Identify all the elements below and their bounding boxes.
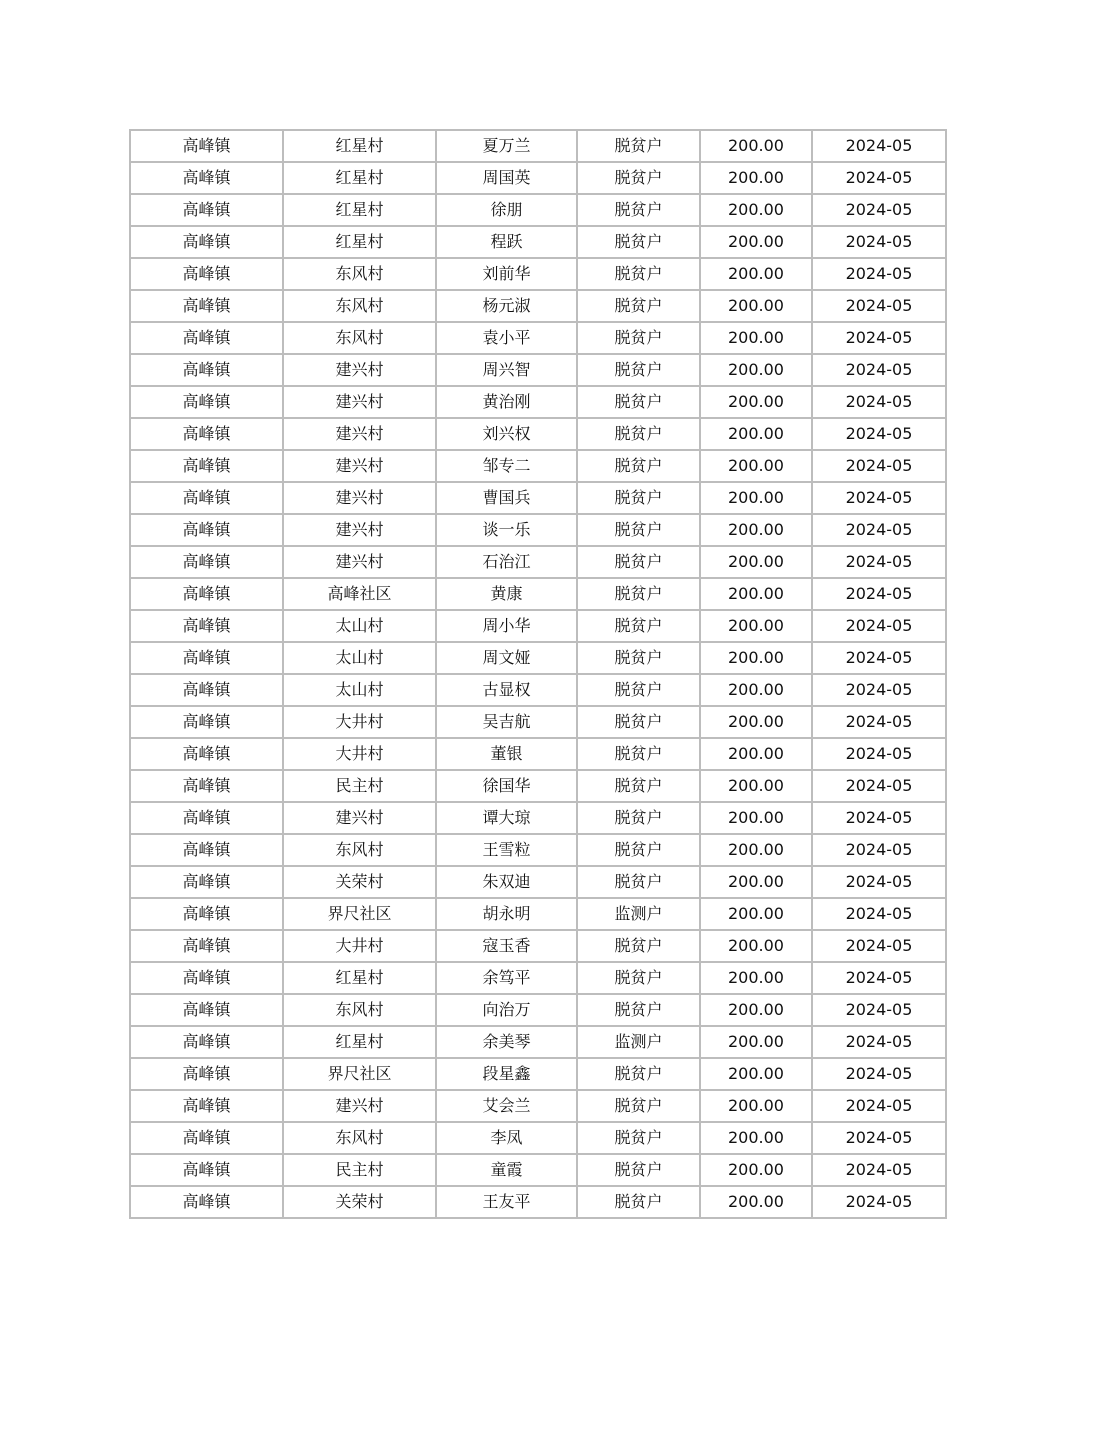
period-cell: 2024-05 <box>812 482 946 514</box>
table-row <box>130 674 946 706</box>
name-cell: 段星鑫 <box>436 1058 577 1090</box>
name-cell: 杨元淑 <box>436 290 577 322</box>
village-cell: 红星村 <box>283 962 436 994</box>
amount-cell: 200.00 <box>700 610 812 642</box>
town-cell: 高峰镇 <box>130 322 283 354</box>
table-row <box>130 482 946 514</box>
amount-cell: 200.00 <box>700 546 812 578</box>
town-cell: 高峰镇 <box>130 1122 283 1154</box>
town-cell: 高峰镇 <box>130 1058 283 1090</box>
village-cell: 东风村 <box>283 290 436 322</box>
village-cell: 大井村 <box>283 930 436 962</box>
period-cell: 2024-05 <box>812 930 946 962</box>
town-cell: 高峰镇 <box>130 578 283 610</box>
period-cell: 2024-05 <box>812 642 946 674</box>
period-cell: 2024-05 <box>812 898 946 930</box>
town-cell: 高峰镇 <box>130 1090 283 1122</box>
amount-cell: 200.00 <box>700 1090 812 1122</box>
amount-cell: 200.00 <box>700 194 812 226</box>
amount-cell: 200.00 <box>700 354 812 386</box>
amount-cell: 200.00 <box>700 1122 812 1154</box>
household-type-cell: 脱贫户 <box>577 514 700 546</box>
period-cell: 2024-05 <box>812 1058 946 1090</box>
village-cell: 东风村 <box>283 258 436 290</box>
town-cell: 高峰镇 <box>130 258 283 290</box>
period-cell: 2024-05 <box>812 226 946 258</box>
village-cell: 建兴村 <box>283 1090 436 1122</box>
household-type-cell: 脱贫户 <box>577 706 700 738</box>
amount-cell: 200.00 <box>700 162 812 194</box>
village-cell: 建兴村 <box>283 802 436 834</box>
name-cell: 向治万 <box>436 994 577 1026</box>
table-row <box>130 1026 946 1058</box>
name-cell: 周国英 <box>436 162 577 194</box>
table-row <box>130 546 946 578</box>
village-cell: 建兴村 <box>283 514 436 546</box>
town-cell: 高峰镇 <box>130 226 283 258</box>
village-cell: 太山村 <box>283 610 436 642</box>
town-cell: 高峰镇 <box>130 770 283 802</box>
name-cell: 朱双迪 <box>436 866 577 898</box>
village-cell: 关荣村 <box>283 1186 436 1218</box>
village-cell: 太山村 <box>283 674 436 706</box>
amount-cell: 200.00 <box>700 1058 812 1090</box>
village-cell: 高峰社区 <box>283 578 436 610</box>
village-cell: 红星村 <box>283 130 436 162</box>
period-cell: 2024-05 <box>812 610 946 642</box>
period-cell: 2024-05 <box>812 706 946 738</box>
town-cell: 高峰镇 <box>130 194 283 226</box>
amount-cell: 200.00 <box>700 898 812 930</box>
amount-cell: 200.00 <box>700 258 812 290</box>
household-type-cell: 脱贫户 <box>577 546 700 578</box>
town-cell: 高峰镇 <box>130 802 283 834</box>
village-cell: 建兴村 <box>283 450 436 482</box>
amount-cell: 200.00 <box>700 514 812 546</box>
amount-cell: 200.00 <box>700 674 812 706</box>
village-cell: 东风村 <box>283 994 436 1026</box>
village-cell: 东风村 <box>283 1122 436 1154</box>
table-row <box>130 386 946 418</box>
amount-cell: 200.00 <box>700 738 812 770</box>
household-type-cell: 脱贫户 <box>577 1058 700 1090</box>
village-cell: 界尺社区 <box>283 1058 436 1090</box>
name-cell: 石治江 <box>436 546 577 578</box>
table-row <box>130 130 946 162</box>
household-type-cell: 脱贫户 <box>577 866 700 898</box>
table-row <box>130 1186 946 1218</box>
household-type-cell: 脱贫户 <box>577 610 700 642</box>
period-cell: 2024-05 <box>812 1154 946 1186</box>
household-type-cell: 脱贫户 <box>577 290 700 322</box>
name-cell: 刘前华 <box>436 258 577 290</box>
village-cell: 红星村 <box>283 1026 436 1058</box>
period-cell: 2024-05 <box>812 866 946 898</box>
amount-cell: 200.00 <box>700 834 812 866</box>
town-cell: 高峰镇 <box>130 418 283 450</box>
amount-cell: 200.00 <box>700 706 812 738</box>
village-cell: 建兴村 <box>283 386 436 418</box>
household-type-cell: 脱贫户 <box>577 258 700 290</box>
amount-cell: 200.00 <box>700 130 812 162</box>
name-cell: 程跃 <box>436 226 577 258</box>
name-cell: 徐朋 <box>436 194 577 226</box>
period-cell: 2024-05 <box>812 450 946 482</box>
period-cell: 2024-05 <box>812 1090 946 1122</box>
table-row <box>130 258 946 290</box>
name-cell: 余美琴 <box>436 1026 577 1058</box>
period-cell: 2024-05 <box>812 322 946 354</box>
household-type-cell: 脱贫户 <box>577 322 700 354</box>
town-cell: 高峰镇 <box>130 866 283 898</box>
town-cell: 高峰镇 <box>130 162 283 194</box>
table-row <box>130 354 946 386</box>
table-row <box>130 162 946 194</box>
table-row <box>130 290 946 322</box>
period-cell: 2024-05 <box>812 1122 946 1154</box>
town-cell: 高峰镇 <box>130 674 283 706</box>
village-cell: 太山村 <box>283 642 436 674</box>
period-cell: 2024-05 <box>812 354 946 386</box>
town-cell: 高峰镇 <box>130 898 283 930</box>
table-row <box>130 1122 946 1154</box>
amount-cell: 200.00 <box>700 578 812 610</box>
table-row <box>130 194 946 226</box>
table-row <box>130 578 946 610</box>
amount-cell: 200.00 <box>700 930 812 962</box>
amount-cell: 200.00 <box>700 322 812 354</box>
name-cell: 艾会兰 <box>436 1090 577 1122</box>
period-cell: 2024-05 <box>812 258 946 290</box>
village-cell: 红星村 <box>283 226 436 258</box>
name-cell: 谈一乐 <box>436 514 577 546</box>
town-cell: 高峰镇 <box>130 962 283 994</box>
period-cell: 2024-05 <box>812 994 946 1026</box>
name-cell: 黄康 <box>436 578 577 610</box>
household-type-cell: 脱贫户 <box>577 994 700 1026</box>
subsidy-table <box>129 129 947 1219</box>
household-type-cell: 脱贫户 <box>577 834 700 866</box>
period-cell: 2024-05 <box>812 1186 946 1218</box>
household-type-cell: 脱贫户 <box>577 578 700 610</box>
village-cell: 东风村 <box>283 322 436 354</box>
amount-cell: 200.00 <box>700 770 812 802</box>
period-cell: 2024-05 <box>812 386 946 418</box>
town-cell: 高峰镇 <box>130 1154 283 1186</box>
name-cell: 胡永明 <box>436 898 577 930</box>
household-type-cell: 脱贫户 <box>577 130 700 162</box>
household-type-cell: 脱贫户 <box>577 482 700 514</box>
village-cell: 建兴村 <box>283 482 436 514</box>
name-cell: 余笃平 <box>436 962 577 994</box>
table-row <box>130 866 946 898</box>
table-row <box>130 642 946 674</box>
amount-cell: 200.00 <box>700 866 812 898</box>
village-cell: 建兴村 <box>283 546 436 578</box>
village-cell: 大井村 <box>283 706 436 738</box>
household-type-cell: 脱贫户 <box>577 418 700 450</box>
household-type-cell: 脱贫户 <box>577 386 700 418</box>
village-cell: 红星村 <box>283 194 436 226</box>
town-cell: 高峰镇 <box>130 738 283 770</box>
household-type-cell: 脱贫户 <box>577 674 700 706</box>
amount-cell: 200.00 <box>700 962 812 994</box>
household-type-cell: 脱贫户 <box>577 194 700 226</box>
name-cell: 徐国华 <box>436 770 577 802</box>
table-row <box>130 802 946 834</box>
village-cell: 大井村 <box>283 738 436 770</box>
name-cell: 古显权 <box>436 674 577 706</box>
period-cell: 2024-05 <box>812 290 946 322</box>
household-type-cell: 监测户 <box>577 898 700 930</box>
household-type-cell: 脱贫户 <box>577 738 700 770</box>
household-type-cell: 脱贫户 <box>577 354 700 386</box>
name-cell: 黄治刚 <box>436 386 577 418</box>
village-cell: 界尺社区 <box>283 898 436 930</box>
amount-cell: 200.00 <box>700 802 812 834</box>
period-cell: 2024-05 <box>812 770 946 802</box>
amount-cell: 200.00 <box>700 994 812 1026</box>
village-cell: 建兴村 <box>283 354 436 386</box>
name-cell: 周小华 <box>436 610 577 642</box>
town-cell: 高峰镇 <box>130 1186 283 1218</box>
household-type-cell: 脱贫户 <box>577 1186 700 1218</box>
table-row <box>130 898 946 930</box>
town-cell: 高峰镇 <box>130 610 283 642</box>
household-type-cell: 脱贫户 <box>577 770 700 802</box>
name-cell: 周文娅 <box>436 642 577 674</box>
period-cell: 2024-05 <box>812 514 946 546</box>
town-cell: 高峰镇 <box>130 290 283 322</box>
name-cell: 邹专二 <box>436 450 577 482</box>
town-cell: 高峰镇 <box>130 1026 283 1058</box>
table-row <box>130 770 946 802</box>
name-cell: 夏万兰 <box>436 130 577 162</box>
table-row <box>130 418 946 450</box>
name-cell: 谭大琼 <box>436 802 577 834</box>
village-cell: 民主村 <box>283 1154 436 1186</box>
name-cell: 寇玉香 <box>436 930 577 962</box>
village-cell: 东风村 <box>283 834 436 866</box>
table-row <box>130 738 946 770</box>
town-cell: 高峰镇 <box>130 514 283 546</box>
name-cell: 吴吉航 <box>436 706 577 738</box>
town-cell: 高峰镇 <box>130 450 283 482</box>
amount-cell: 200.00 <box>700 1154 812 1186</box>
amount-cell: 200.00 <box>700 642 812 674</box>
table-row <box>130 226 946 258</box>
table-row <box>130 1090 946 1122</box>
period-cell: 2024-05 <box>812 578 946 610</box>
amount-cell: 200.00 <box>700 482 812 514</box>
table-row <box>130 1058 946 1090</box>
amount-cell: 200.00 <box>700 386 812 418</box>
name-cell: 曹国兵 <box>436 482 577 514</box>
town-cell: 高峰镇 <box>130 834 283 866</box>
table-row <box>130 994 946 1026</box>
town-cell: 高峰镇 <box>130 354 283 386</box>
amount-cell: 200.00 <box>700 1026 812 1058</box>
table-row <box>130 322 946 354</box>
town-cell: 高峰镇 <box>130 482 283 514</box>
name-cell: 王友平 <box>436 1186 577 1218</box>
town-cell: 高峰镇 <box>130 994 283 1026</box>
name-cell: 李凤 <box>436 1122 577 1154</box>
period-cell: 2024-05 <box>812 130 946 162</box>
table-row <box>130 1154 946 1186</box>
period-cell: 2024-05 <box>812 962 946 994</box>
household-type-cell: 脱贫户 <box>577 930 700 962</box>
amount-cell: 200.00 <box>700 418 812 450</box>
period-cell: 2024-05 <box>812 194 946 226</box>
period-cell: 2024-05 <box>812 1026 946 1058</box>
period-cell: 2024-05 <box>812 738 946 770</box>
table-row <box>130 450 946 482</box>
town-cell: 高峰镇 <box>130 642 283 674</box>
household-type-cell: 脱贫户 <box>577 450 700 482</box>
name-cell: 刘兴权 <box>436 418 577 450</box>
table-body <box>130 130 946 1218</box>
name-cell: 周兴智 <box>436 354 577 386</box>
table-row <box>130 610 946 642</box>
town-cell: 高峰镇 <box>130 546 283 578</box>
household-type-cell: 脱贫户 <box>577 802 700 834</box>
period-cell: 2024-05 <box>812 674 946 706</box>
period-cell: 2024-05 <box>812 418 946 450</box>
village-cell: 民主村 <box>283 770 436 802</box>
amount-cell: 200.00 <box>700 290 812 322</box>
village-cell: 红星村 <box>283 162 436 194</box>
name-cell: 王雪粒 <box>436 834 577 866</box>
household-type-cell: 脱贫户 <box>577 642 700 674</box>
amount-cell: 200.00 <box>700 1186 812 1218</box>
village-cell: 建兴村 <box>283 418 436 450</box>
amount-cell: 200.00 <box>700 226 812 258</box>
household-type-cell: 脱贫户 <box>577 226 700 258</box>
household-type-cell: 脱贫户 <box>577 162 700 194</box>
period-cell: 2024-05 <box>812 546 946 578</box>
village-cell: 关荣村 <box>283 866 436 898</box>
period-cell: 2024-05 <box>812 834 946 866</box>
household-type-cell: 脱贫户 <box>577 1122 700 1154</box>
town-cell: 高峰镇 <box>130 386 283 418</box>
table-row <box>130 962 946 994</box>
table-row <box>130 930 946 962</box>
name-cell: 袁小平 <box>436 322 577 354</box>
name-cell: 董银 <box>436 738 577 770</box>
household-type-cell: 脱贫户 <box>577 1090 700 1122</box>
household-type-cell: 监测户 <box>577 1026 700 1058</box>
name-cell: 童霞 <box>436 1154 577 1186</box>
town-cell: 高峰镇 <box>130 706 283 738</box>
table-row <box>130 514 946 546</box>
town-cell: 高峰镇 <box>130 930 283 962</box>
amount-cell: 200.00 <box>700 450 812 482</box>
household-type-cell: 脱贫户 <box>577 962 700 994</box>
household-type-cell: 脱贫户 <box>577 1154 700 1186</box>
period-cell: 2024-05 <box>812 802 946 834</box>
period-cell: 2024-05 <box>812 162 946 194</box>
town-cell: 高峰镇 <box>130 130 283 162</box>
table-row <box>130 706 946 738</box>
table-row <box>130 834 946 866</box>
